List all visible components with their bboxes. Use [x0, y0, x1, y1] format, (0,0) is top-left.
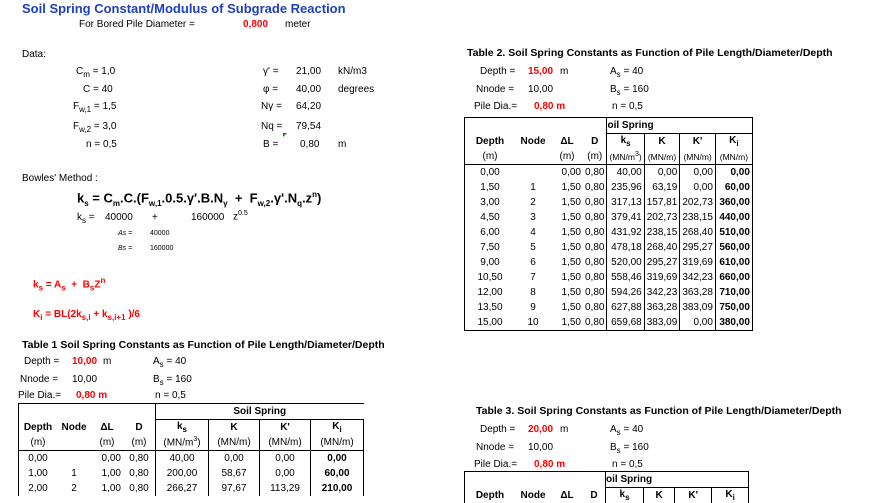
param-c[interactable]: C = 40	[83, 84, 113, 95]
param-n[interactable]: n = 0,5	[86, 139, 117, 150]
table2-col-node: Node	[515, 134, 551, 150]
cell: 627,88	[607, 300, 644, 315]
table-row	[19, 466, 364, 481]
cell: 0,80	[583, 240, 607, 255]
cell: 6	[515, 255, 551, 270]
cell: 610,00	[715, 255, 752, 270]
cell: 1,50	[551, 255, 583, 270]
cell: 560,00	[715, 240, 752, 255]
bowles-label: Bowles' Method :	[22, 173, 98, 184]
param-ngamma-val: 64,20	[296, 101, 321, 112]
cell: 1,50	[551, 300, 583, 315]
table2-col-d: D	[583, 134, 607, 150]
table3-col-k: K	[644, 488, 675, 503]
table3-col-ks: $k_s$	[606, 488, 644, 503]
param-b-unit: m	[338, 139, 346, 150]
table-row	[465, 225, 753, 240]
cell: 660,00	[715, 270, 752, 285]
cell: 4	[515, 225, 551, 240]
cell: 7	[515, 270, 551, 285]
cell: 342,23	[644, 285, 680, 300]
cell: 1,50	[551, 270, 583, 285]
cell: 1,50	[465, 180, 516, 195]
table3-pdia-value[interactable]: 0,80 m	[534, 459, 565, 470]
cell: 238,15	[680, 210, 716, 225]
table1-pdia-label: Pile Dia.=	[18, 390, 61, 401]
table2-unit: $(MN/m^3)$	[607, 149, 644, 165]
cell: 0,00	[715, 165, 752, 181]
table3-grid	[464, 471, 749, 503]
cell: 0,00	[680, 315, 716, 331]
table2-title: Table 2. Soil Spring Constants as Function of Pile Length/Diameter/Depth	[467, 47, 833, 59]
table3-n: n = 0,5	[612, 459, 643, 470]
cell: 0,80	[583, 195, 607, 210]
cell: 0,00	[551, 165, 583, 181]
cell: 8	[515, 285, 551, 300]
param-ngamma-sym: Nγ =	[261, 101, 282, 112]
table3-depth-value[interactable]: 20,00	[528, 424, 553, 435]
cell: 2,00	[19, 481, 58, 496]
cell: 40,00	[156, 451, 209, 467]
table1-unit: (m)	[19, 435, 58, 451]
cell	[57, 451, 91, 467]
bowles-formula: $k_s = C_m.C.(F_{w,1}.0.5.\gamma'.B.N_\gamma + F_{w,2}.\gamma'.N_q.z^n)$	[77, 190, 321, 208]
comment-marker-icon	[283, 133, 287, 137]
cell: 10,50	[465, 270, 516, 285]
cell: 235,96	[607, 180, 644, 195]
cell: 0,00	[91, 451, 123, 467]
cell: 360,00	[715, 195, 752, 210]
table3-pdia-label: Pile Dia.=	[474, 459, 517, 470]
cell: 1,50	[551, 180, 583, 195]
table-row	[465, 195, 753, 210]
table-row	[465, 210, 753, 225]
cell: 295,27	[644, 255, 680, 270]
table1-nnode-value[interactable]: 10,00	[72, 374, 97, 385]
param-nq-val: 79,54	[296, 121, 321, 132]
param-b-val: 0,80	[300, 139, 319, 150]
cell: 1,50	[551, 225, 583, 240]
cell: 3	[515, 210, 551, 225]
table2-depth-label: Depth =	[480, 66, 515, 77]
cell: 12,00	[465, 285, 516, 300]
ks-line-b: 160000	[191, 212, 224, 223]
table1-unit: $(MN/m^3)$	[156, 435, 209, 451]
table2-col-kp: K'	[680, 134, 716, 150]
cell: 1,50	[551, 240, 583, 255]
cell: 238,15	[644, 225, 680, 240]
table2-unit: (m)	[583, 149, 607, 165]
cell: 58,67	[209, 466, 260, 481]
cell: 0,00	[465, 165, 516, 181]
param-nq-sym: Nq =	[261, 121, 282, 132]
table-row	[465, 285, 753, 300]
cell: 1,50	[551, 210, 583, 225]
table1-depth-value[interactable]: 10,00	[72, 356, 97, 367]
table1-unit: (m)	[123, 435, 156, 451]
table2-col-dl: ΔL	[551, 134, 583, 150]
cell: 13,50	[465, 300, 516, 315]
table1-col-k: K	[209, 420, 260, 436]
cell: 0,80	[123, 451, 156, 467]
table1-as: $A_s = 40$	[153, 356, 186, 369]
table1-col-ki: $K_i$	[311, 420, 364, 436]
table3-col-dl: ΔL	[551, 488, 583, 503]
cell: 0,00	[209, 451, 260, 467]
table-row	[465, 180, 753, 195]
table1-col-ks: $k_s$	[156, 420, 209, 436]
table3-bs: $B_s = 160$	[610, 442, 649, 455]
table1-nnode-label: Nnode =	[20, 374, 58, 385]
ks-line-a: 40000	[105, 212, 133, 223]
table-row	[19, 451, 364, 467]
table3-col-ki: $K_i$	[712, 488, 749, 503]
cell: 0,00	[680, 180, 716, 195]
table3-title: Table 3. Soil Spring Constants as Function of Pile Length/Diameter/Depth	[476, 405, 842, 417]
cell: 200,00	[156, 466, 209, 481]
cell: 1	[57, 466, 91, 481]
param-fw2[interactable]: $F_{w,2} = 3,0$	[73, 121, 116, 134]
param-phi-val[interactable]: 40,00	[296, 84, 321, 95]
cell: 317,13	[607, 195, 644, 210]
table3-nnode-value[interactable]: 10,00	[528, 442, 553, 453]
table1-col-d: D	[123, 420, 156, 436]
table2-depth-unit: m	[560, 66, 568, 77]
cell: 60,00	[715, 180, 752, 195]
cell: 0,80	[583, 225, 607, 240]
table2-unit: (MN/m)	[680, 149, 716, 165]
table2-unit: (MN/m)	[644, 149, 680, 165]
table1-unit: (m)	[91, 435, 123, 451]
cell: 0,80	[583, 285, 607, 300]
table-row	[465, 270, 753, 285]
table2-unit: (m)	[465, 149, 516, 165]
cell: 3,00	[465, 195, 516, 210]
cell: 0,80	[583, 315, 607, 331]
page-title: Soil Spring Constant/Modulus of Subgrade Reaction	[22, 1, 346, 16]
table1-grid	[18, 403, 364, 496]
ks-line-plus: +	[152, 212, 158, 223]
table-row	[19, 481, 364, 496]
table1-col-depth: Depth	[19, 420, 58, 436]
table-row	[465, 240, 753, 255]
bs-label: Bs =	[118, 245, 132, 252]
table2-depth-value[interactable]: 15,00	[528, 66, 553, 77]
table-row	[465, 165, 753, 181]
cell: 379,41	[607, 210, 644, 225]
cell: 295,27	[680, 240, 716, 255]
table1-pdia-value[interactable]: 0,80 m	[76, 390, 107, 401]
cell: 380,00	[715, 315, 752, 331]
cell: 97,67	[209, 481, 260, 496]
table2-col-depth: Depth	[465, 134, 516, 150]
table1-col-dl: ΔL	[91, 420, 123, 436]
param-fw1[interactable]: $F_{w,1} = 1,5$	[73, 101, 116, 114]
cell: 0,80	[583, 270, 607, 285]
cell: 113,29	[260, 481, 311, 496]
cell: 510,00	[715, 225, 752, 240]
cell: 0,00	[311, 451, 364, 467]
table1-bs: $B_s = 160$	[153, 374, 192, 387]
table-row	[465, 315, 753, 331]
table2-nnode-label: Nnode =	[476, 84, 514, 95]
subtitle-unit: meter	[285, 19, 311, 30]
param-phi-unit: degrees	[338, 84, 374, 95]
cell: 594,26	[607, 285, 644, 300]
table3-col-depth: Depth	[465, 488, 516, 503]
data-label: Data:	[22, 49, 46, 60]
cell: 60,00	[311, 466, 364, 481]
cell	[515, 165, 551, 181]
cell: 319,69	[680, 255, 716, 270]
cell: 15,00	[465, 315, 516, 331]
cell: 440,00	[715, 210, 752, 225]
cell: 363,28	[644, 300, 680, 315]
cell: 750,00	[715, 300, 752, 315]
cell: 0,80	[123, 481, 156, 496]
table1-col-kp: K'	[260, 420, 311, 436]
cell: 319,69	[644, 270, 680, 285]
table1-unit: (MN/m)	[209, 435, 260, 451]
table1-unit: (MN/m)	[260, 435, 311, 451]
param-phi-sym: φ =	[263, 84, 278, 95]
cell: 0,00	[680, 165, 716, 181]
cell: 2	[515, 195, 551, 210]
cell: 1,00	[91, 466, 123, 481]
param-gamma-unit: kN/m3	[338, 66, 367, 77]
table1-depth-unit: m	[103, 356, 111, 367]
cell: 710,00	[715, 285, 752, 300]
table1-depth-label: Depth =	[24, 356, 59, 367]
cell: 659,68	[607, 315, 644, 331]
cell: 1	[515, 180, 551, 195]
cell: 558,46	[607, 270, 644, 285]
table3-depth-label: Depth =	[480, 424, 515, 435]
table2-col-k: K	[644, 134, 680, 150]
cell: 210,00	[311, 481, 364, 496]
table3-col-d: D	[583, 488, 606, 503]
cell: 268,40	[680, 225, 716, 240]
table2-col-ki: $K_i$	[715, 134, 752, 150]
table2-pdia-label: Pile Dia.=	[474, 101, 517, 112]
cell: 0,80	[583, 255, 607, 270]
cell: 0,80	[583, 180, 607, 195]
table2-soil-spring-header: oil Spring	[607, 118, 752, 134]
cell: 1,50	[551, 285, 583, 300]
table3-as: $A_s = 40$	[610, 424, 643, 437]
cell: 7,50	[465, 240, 516, 255]
cell: 363,28	[680, 285, 716, 300]
formula-ks: $k_s = A_s + B_sZ^n$	[33, 276, 105, 292]
table-row	[465, 255, 753, 270]
table1-col-node: Node	[57, 420, 91, 436]
cell: 4,50	[465, 210, 516, 225]
cell: 202,73	[680, 195, 716, 210]
table2-grid	[464, 117, 753, 331]
cell: 1,50	[551, 195, 583, 210]
formula-ki: $K_i = BL(2k_{s,i} + k_{s,i+1}$ )/6	[33, 309, 140, 322]
table2-nnode-value[interactable]: 10,00	[528, 84, 553, 95]
cell: 0,80	[583, 210, 607, 225]
param-gamma-sym: γ' =	[263, 66, 279, 77]
cell: 10	[515, 315, 551, 331]
param-cm[interactable]: $C_m = 1,0$	[76, 66, 115, 79]
table1-soil-spring-header: Soil Spring	[156, 404, 364, 420]
table2-unit: (MN/m)	[715, 149, 752, 165]
cell: 202,73	[644, 210, 680, 225]
table2-pdia-value[interactable]: 0,80 m	[534, 101, 565, 112]
table3-soil-spring-header: oil Spring	[606, 472, 749, 488]
cell: 266,27	[156, 481, 209, 496]
table3-nnode-label: Nnode =	[476, 442, 514, 453]
table2-n: n = 0,5	[612, 101, 643, 112]
table1-n: n = 0,5	[155, 390, 186, 401]
table2-bs: $B_s = 160$	[610, 84, 649, 97]
as-label: As =	[118, 230, 132, 237]
cell: 157,81	[644, 195, 680, 210]
cell: 478,18	[607, 240, 644, 255]
pile-diameter-value[interactable]: 0,800	[243, 19, 268, 30]
cell: 40,00	[607, 165, 644, 181]
cell: 342,23	[680, 270, 716, 285]
table2-col-ks: $k_s$	[607, 134, 644, 150]
param-b-sym: B =	[263, 139, 278, 150]
cell: 6,00	[465, 225, 516, 240]
cell: 63,19	[644, 180, 680, 195]
as-value: 40000	[150, 230, 169, 237]
cell: 1,00	[19, 466, 58, 481]
cell: 0,00	[644, 165, 680, 181]
cell: 5	[515, 240, 551, 255]
table2-unit: (m)	[551, 149, 583, 165]
table3-col-kp: K'	[675, 488, 712, 503]
cell: 2	[57, 481, 91, 496]
cell: 0,80	[123, 466, 156, 481]
ks-line-lhs: $k_s$ =	[77, 212, 95, 225]
cell: 520,00	[607, 255, 644, 270]
param-gamma-val[interactable]: 21,00	[296, 66, 321, 77]
cell: 268,40	[644, 240, 680, 255]
cell: 1,00	[91, 481, 123, 496]
cell: 431,92	[607, 225, 644, 240]
cell: 9	[515, 300, 551, 315]
table2-as: $A_s = 40$	[610, 66, 643, 79]
cell: 0,80	[583, 300, 607, 315]
cell: 383,09	[644, 315, 680, 331]
cell: 1,50	[551, 315, 583, 331]
subtitle-label: For Bored Pile Diameter =	[79, 19, 195, 30]
table3-depth-unit: m	[560, 424, 568, 435]
cell: 0,00	[260, 466, 311, 481]
bs-value: 160000	[150, 245, 173, 252]
table1-unit: (MN/m)	[311, 435, 364, 451]
cell: 9,00	[465, 255, 516, 270]
ks-line-z: $z^{0.5}$	[233, 210, 248, 222]
cell: 0,00	[19, 451, 58, 467]
table-row	[465, 300, 753, 315]
table1-title: Table 1 Soil Spring Constants as Function of Pile Length/Diameter/Depth	[22, 339, 385, 351]
cell: 0,80	[583, 165, 607, 181]
table3-col-node: Node	[515, 488, 551, 503]
cell: 0,00	[260, 451, 311, 467]
cell: 383,09	[680, 300, 716, 315]
